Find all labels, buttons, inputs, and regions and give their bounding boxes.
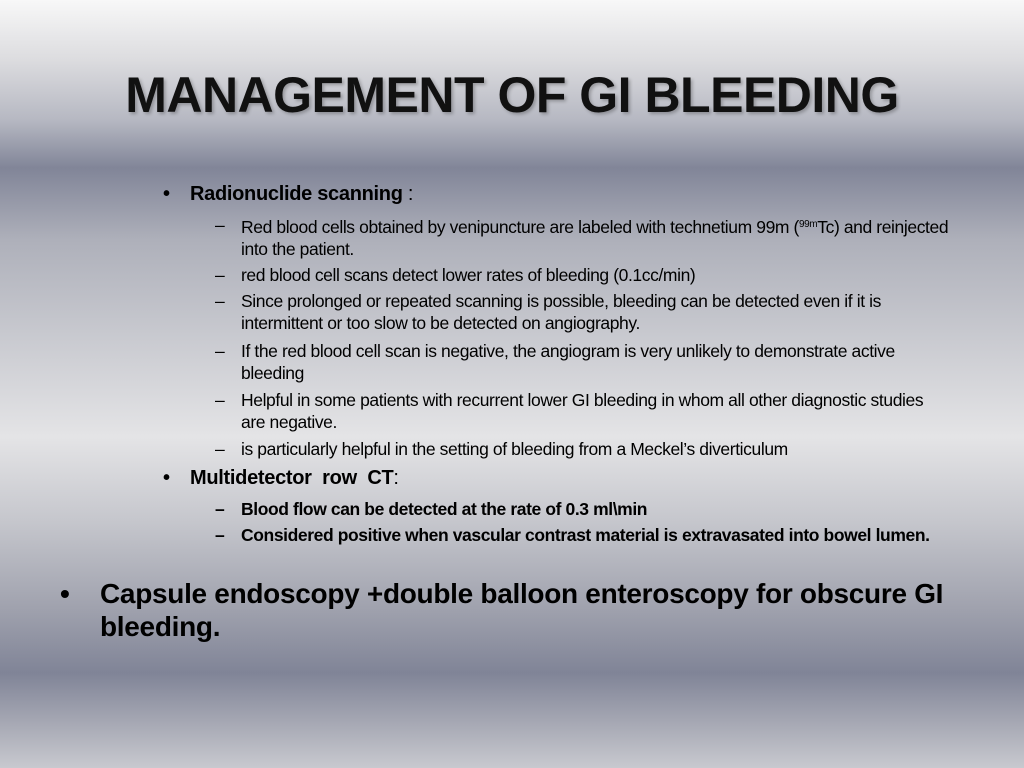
superscript: 99m — [798, 219, 818, 230]
dash-icon: – — [215, 499, 225, 519]
slide-title: MANAGEMENT OF GI BLEEDING — [125, 67, 899, 123]
list-item — [215, 290, 950, 334]
item-text: Red blood cells obtained by venipuncture are labeled with technetium 99m ( — [241, 217, 799, 237]
dash-icon: – — [215, 390, 225, 410]
dash-icon: – — [215, 291, 225, 311]
item-text: If the red blood cell scan is negative, the angiogram is very unlikely to demonstrate active bleeding — [241, 341, 895, 383]
dash-icon: – — [215, 265, 225, 285]
list-item — [215, 340, 950, 384]
list-item — [215, 214, 950, 260]
heading-suffix: : — [402, 183, 414, 205]
section-heading: Multidetector row CT — [190, 467, 394, 489]
item-text: Helpful in some patients with recurrent lower GI bleeding in whom all other diagnostic studies are negative. — [241, 390, 924, 432]
item-text: Considered positive when vascular contrast material is extravasated into bowel lumen. — [241, 525, 930, 545]
final-bullet — [60, 577, 960, 643]
dash-icon: – — [215, 341, 225, 361]
list-item — [215, 264, 950, 286]
dash-icon: – — [215, 439, 225, 459]
dash-icon: – — [215, 525, 225, 545]
item-text: Tc) and reinjected into the patient. — [241, 217, 949, 259]
section-radionuclide — [163, 183, 413, 206]
bullet-icon: • — [163, 183, 170, 205]
bullet-icon: • — [163, 467, 170, 489]
heading-suffix: : — [393, 467, 399, 489]
bullet-icon: • — [60, 578, 70, 609]
section-ct — [163, 467, 399, 490]
final-text: Capsule endoscopy +double balloon enteroscopy for obscure GI bleeding. — [100, 578, 944, 642]
item-text: is particularly helpful in the setting of bleeding from a Meckel’s diverticulum — [241, 439, 788, 459]
item-text: Blood flow can be detected at the rate of 0.3 ml\min — [241, 499, 648, 519]
list-item — [215, 438, 950, 460]
section-heading: Radionuclide scanning — [190, 183, 403, 205]
list-item — [215, 498, 950, 520]
dash-icon: – — [215, 215, 225, 235]
item-text: red blood cell scans detect lower rates of bleeding (0.1cc/min) — [241, 265, 696, 285]
list-item — [215, 389, 950, 433]
list-item — [215, 524, 950, 546]
item-text: Since prolonged or repeated scanning is possible, bleeding can be detected even if it is intermittent or too slow to be detected on angiography. — [241, 291, 881, 333]
